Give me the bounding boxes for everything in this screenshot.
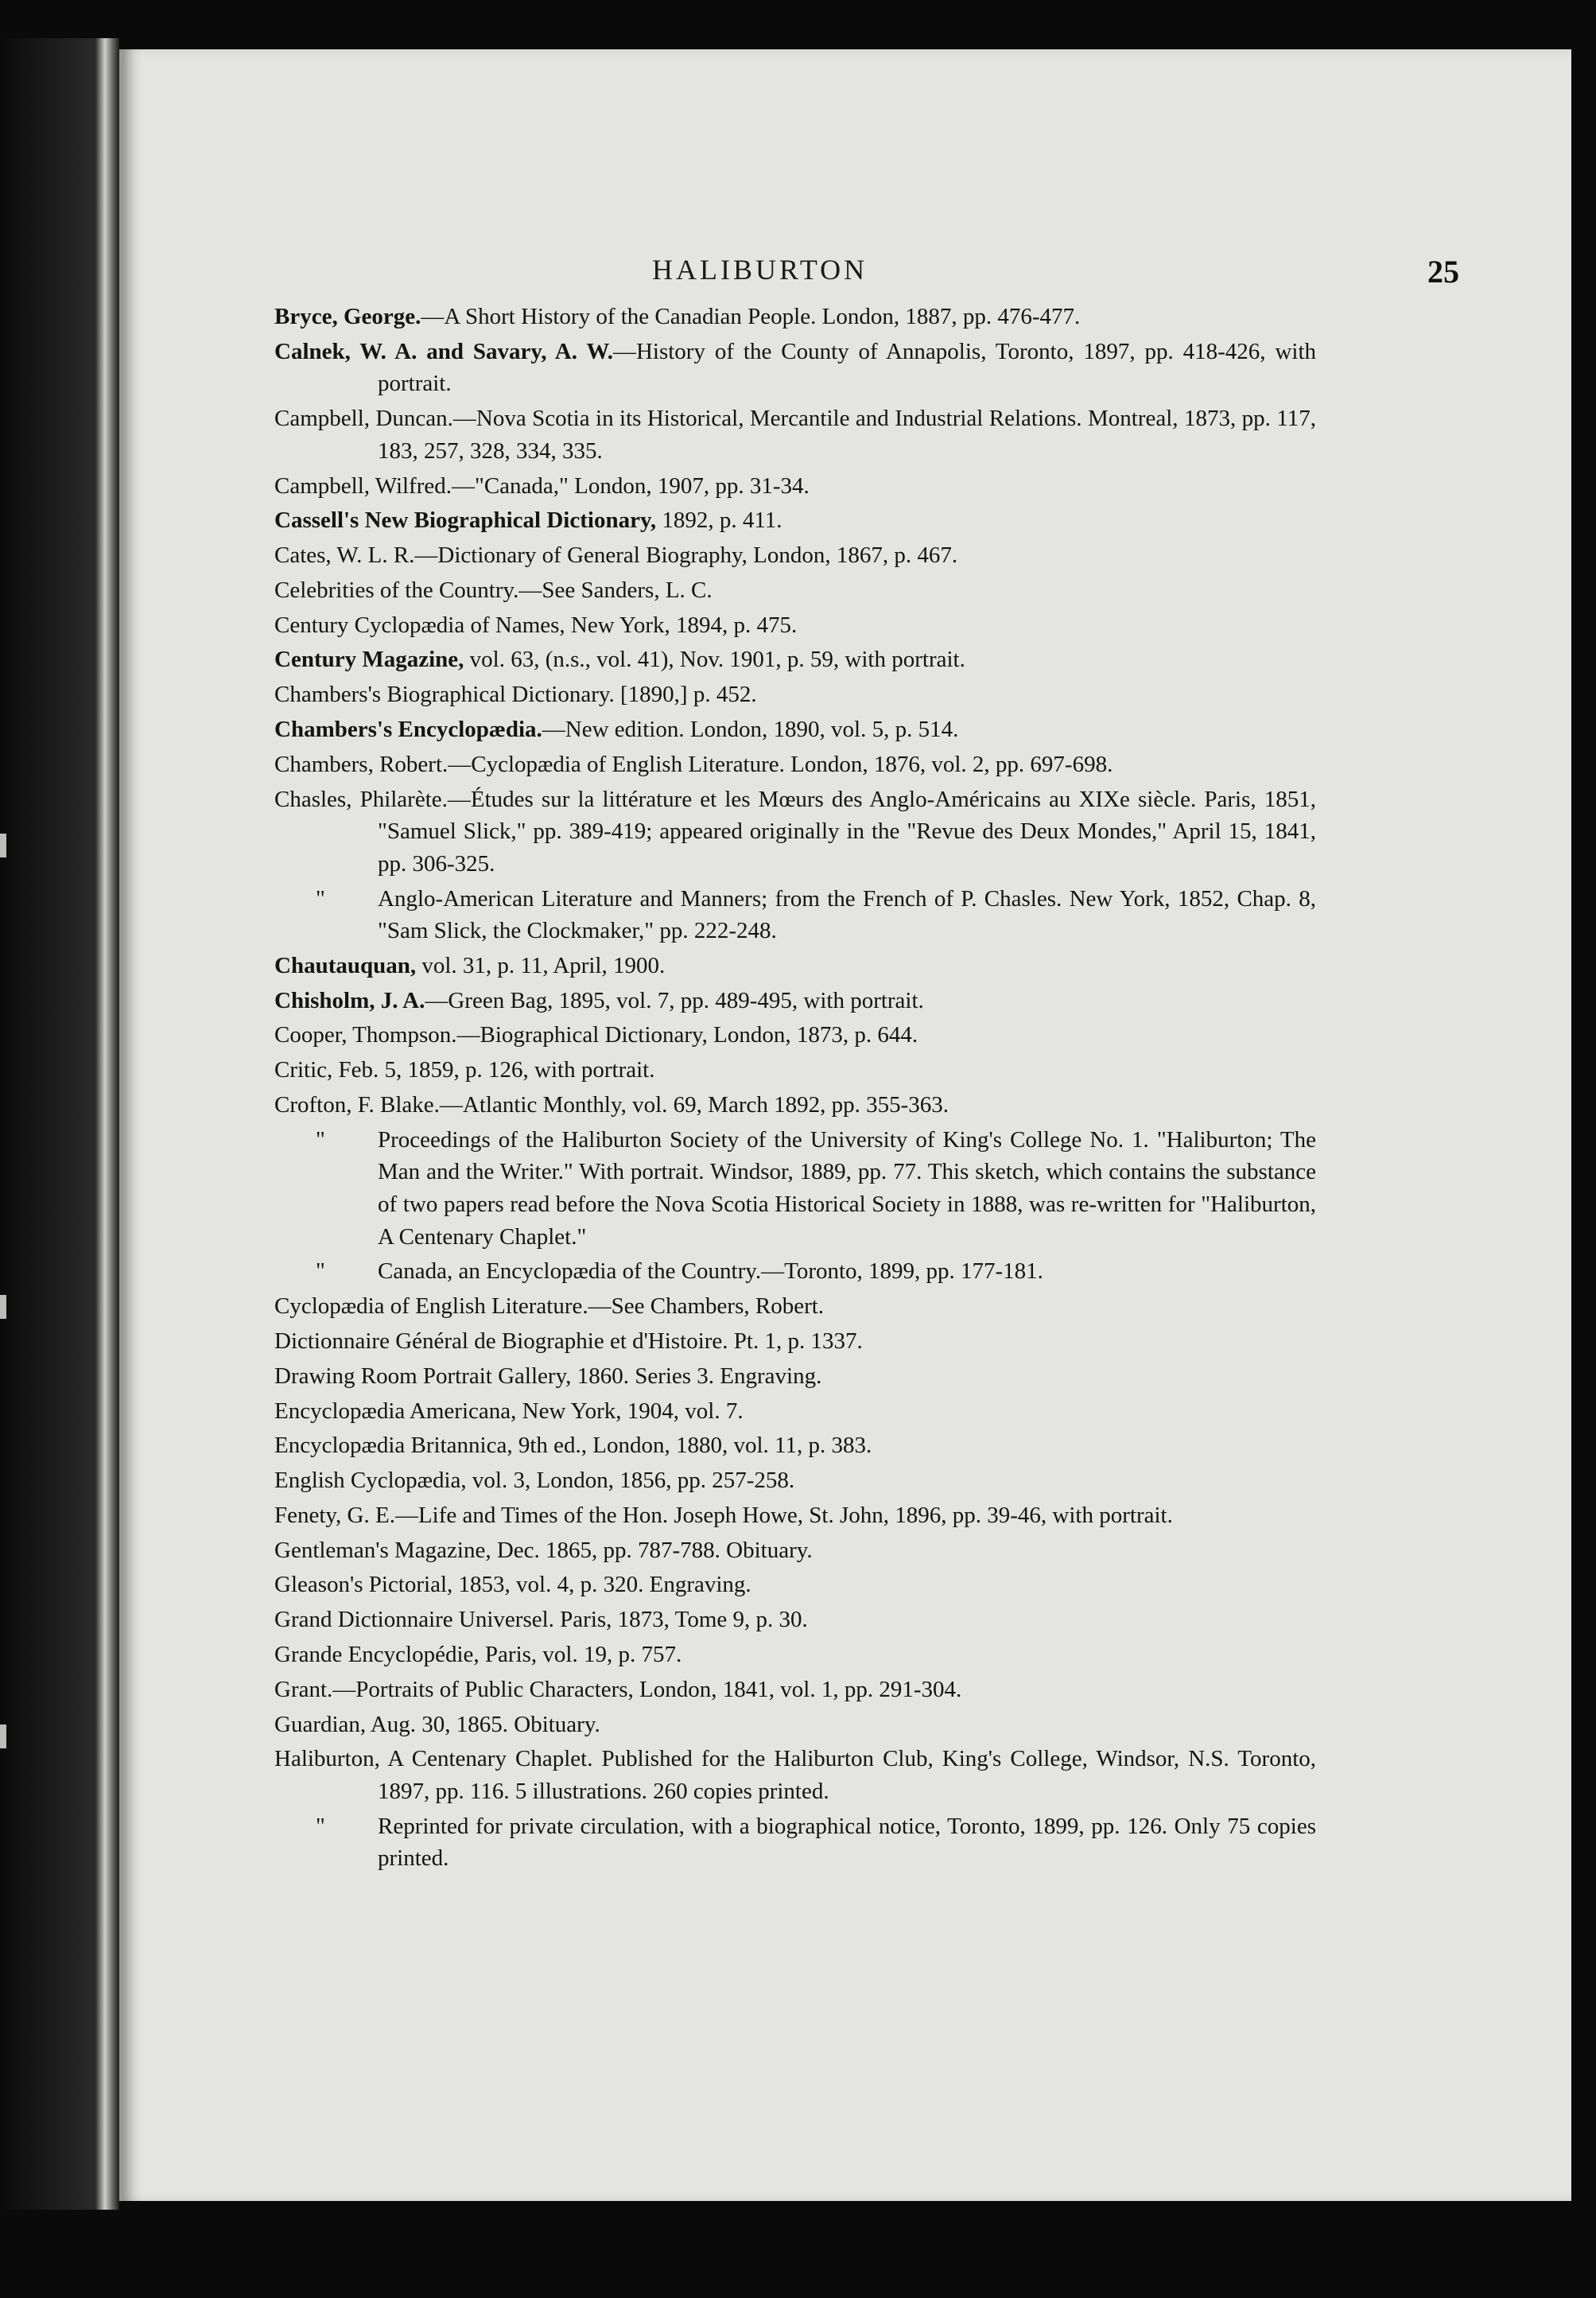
bibliography-entry: [274, 1429, 1316, 1462]
bibliography-entry: [274, 1743, 1316, 1807]
entry-heading: Chautauquan,: [274, 952, 417, 978]
entry-heading: Cyclopædia of English Literature.: [274, 1293, 588, 1320]
entry-text: —See Chambers, Robert.: [588, 1293, 825, 1320]
entry-text: —Biographical Dictionary, London, 1873, p. 644.: [456, 1022, 918, 1048]
edge-mark: [0, 1724, 6, 1748]
entry-heading: Century Cyclopædia of Names,: [274, 612, 565, 638]
entry-heading: Gentleman's Magazine,: [274, 1537, 491, 1563]
bibliography-entry: [274, 470, 1316, 503]
edge-mark: [0, 834, 6, 857]
entry-heading: Gleason's Pictorial,: [274, 1572, 453, 1598]
entry-heading: Grande Encyclopédie,: [274, 1641, 480, 1667]
bibliography-entry: [274, 950, 1316, 982]
entry-heading: Cassell's New Biographical Dictionary,: [274, 507, 657, 534]
entry-text: —Life and Times of the Hon. Joseph Howe, St. John, 1896, pp. 39-46, with portrait.: [394, 1502, 1173, 1528]
bibliography-entry: [274, 883, 1316, 947]
entry-heading: Chambers's Biographical Dictionary.: [274, 682, 615, 708]
bibliography-entry: [274, 574, 1316, 607]
entry-heading: Cates, W. L. R.: [274, 542, 415, 569]
entry-text: —Cyclopædia of English Literature. London, 1876, vol. 2, pp. 697-698.: [448, 751, 1113, 777]
entry-text: 1892, p. 411.: [656, 507, 782, 534]
entry-text: —See Sanders, L. C.: [518, 577, 713, 603]
entry-text: —New edition. London, 1890, vol. 5, p. 514.: [542, 717, 959, 742]
bibliography-entry: [274, 402, 1316, 467]
entry-text: vol. 3, London, 1856, pp. 257-258.: [466, 1468, 795, 1494]
entry-text: Pt. 1, p. 1337.: [728, 1328, 863, 1354]
entry-text: Anglo-American Literature and Manners; from the French of P. Chasles. New York, 1852, Chap. 8, "Sam Slick, the Clockmaker," pp. 222-248.: [378, 885, 1316, 944]
bibliography-entry: [274, 783, 1316, 881]
entry-heading: Campbell, Wilfred.: [274, 472, 452, 499]
entry-heading: Fenety, G. E.: [274, 1502, 395, 1528]
entry-text: —Dictionary of General Biography, London, 1867, p. 467.: [414, 542, 958, 569]
bibliography-entry: [274, 1499, 1316, 1532]
entry-text: —Études sur la littérature et les Mœurs des Anglo-Américains au XIXe siècle. Paris, 1851, "Samuel Slick," pp. 389-419; appeared originally in the "Revue des Deux Mondes," April 15, 1841, pp. 306-325.: [378, 786, 1316, 877]
bibliography-entry: [274, 1604, 1316, 1636]
entry-text: —Green Bag, 1895, vol. 7, pp. 489-495, with portrait.: [425, 987, 924, 1013]
bibliography-entry: [274, 1464, 1316, 1497]
bibliography-entry: [274, 609, 1316, 642]
bibliography-entry: [274, 1639, 1316, 1671]
entry-heading: Critic,: [274, 1057, 333, 1083]
bibliography-entry: [274, 679, 1316, 711]
entry-text: 1860. Series 3. Engraving.: [571, 1363, 822, 1389]
ditto-mark: ": [316, 885, 325, 912]
entry-text: Aug. 30, 1865. Obituary.: [366, 1711, 600, 1737]
bibliography-entry: [274, 539, 1316, 572]
bibliography-entry: [274, 504, 1316, 537]
bibliography-entry: [274, 1089, 1316, 1122]
entry-heading: Encyclopædia Americana,: [274, 1398, 517, 1424]
entry-text: vol. 31, p. 11, April, 1900.: [416, 952, 666, 978]
entry-text: —A Short History of the Canadian People. London, 1887, pp. 476-477.: [421, 304, 1081, 329]
entry-text: —"Canada," London, 1907, pp. 31-34.: [452, 472, 810, 499]
ditto-mark: ": [316, 1813, 325, 1839]
entry-heading: Chambers's Encyclopædia.: [274, 717, 542, 742]
entry-heading: Haliburton, A Centenary Chaplet.: [274, 1746, 593, 1772]
bibliography-entry: [274, 1019, 1316, 1052]
ditto-mark: ": [316, 1258, 325, 1285]
entry-heading: Cooper, Thompson.: [274, 1022, 457, 1048]
running-head: HALIBURTON: [652, 254, 868, 286]
entry-text: Paris, 1873, Tome 9, p. 30.: [553, 1607, 808, 1633]
entry-text: Paris, vol. 19, p. 757.: [479, 1641, 682, 1667]
entry-text: 1853, vol. 4, p. 320. Engraving.: [452, 1572, 751, 1598]
entry-text: Dec. 1865, pp. 787-788. Obituary.: [491, 1537, 813, 1563]
entry-text: —Nova Scotia in its Historical, Mercantile and Industrial Relations. Montreal, 1873, pp. 117, 183, 257, 328, 334, 335.: [378, 406, 1316, 464]
bibliography-entry: [274, 1569, 1316, 1601]
entry-heading: English Cyclopædia,: [274, 1468, 467, 1494]
entry-heading: Chasles, Philarète.: [274, 786, 448, 812]
entry-heading: Encyclopædia Britannica,: [274, 1433, 513, 1459]
bibliography-entry: [274, 1674, 1316, 1706]
bibliography-entry: [274, 1290, 1316, 1323]
entry-heading: Dictionnaire Général de Biographie et d'Histoire.: [274, 1328, 728, 1354]
bibliography-entry: [274, 1360, 1316, 1393]
entry-heading: Grant.: [274, 1676, 333, 1702]
entry-heading: Bryce, George.: [274, 304, 421, 329]
bibliography-entry: [274, 336, 1316, 400]
bibliography-entry: [274, 714, 1316, 746]
facing-page-edge: [0, 38, 119, 2210]
bibliography-entry: [274, 749, 1316, 781]
bibliography-entry: [274, 301, 1316, 333]
bibliography-entry: [274, 1325, 1316, 1358]
entry-text: Feb. 5, 1859, p. 126, with portrait.: [332, 1057, 655, 1083]
bibliography-entry: [274, 1810, 1316, 1875]
edge-mark: [0, 1295, 6, 1319]
entry-text: —Atlantic Monthly, vol. 69, March 1892, pp. 355-363.: [439, 1092, 949, 1118]
entry-text: New York, 1904, vol. 7.: [516, 1398, 744, 1424]
entry-heading: Grand Dictionnaire Universel.: [274, 1607, 554, 1633]
bibliography-entry: [274, 1054, 1316, 1087]
bibliography-entry: [274, 1395, 1316, 1428]
page-number: 25: [1427, 254, 1459, 290]
entry-text: Reprinted for private circulation, with a biographical notice, Toronto, 1899, pp. 126. Only 75 copies printed.: [378, 1813, 1316, 1872]
entry-text: Proceedings of the Haliburton Society of the University of King's College No. 1. "Haliburton; The Man and the Writer." With portrait. Windsor, 1889, pp. 77. This sketch, which contains the substance of two papers read before the Nova Scotia Historical Society in 1888, was re-written for "Haliburton, A Centenary Chaplet.": [378, 1126, 1316, 1250]
entry-text: vol. 63, (n.s., vol. 41), Nov. 1901, p. 59, with portrait.: [464, 647, 965, 673]
entry-text: Published for the Haliburton Club, King's College, Windsor, N.S. Toronto, 1897, pp. 116. 5 illustrations. 260 copies printed.: [378, 1746, 1317, 1804]
bibliography-entry: [274, 1255, 1316, 1288]
entry-heading: Campbell, Duncan.: [274, 406, 453, 432]
entry-text: Canada, an Encyclopædia of the Country.—Toronto, 1899, pp. 177-181.: [378, 1258, 1043, 1285]
entry-heading: Celebrities of the Country.: [274, 577, 519, 603]
entry-text: —Portraits of Public Characters, London, 1841, vol. 1, pp. 291-304.: [332, 1676, 962, 1702]
entry-heading: Chambers, Robert.: [274, 751, 449, 777]
bibliography-entry: [274, 644, 1316, 676]
entry-text: —History of the County of Annapolis, Toronto, 1897, pp. 418-426, with portrait.: [378, 338, 1316, 397]
entry-heading: Guardian,: [274, 1711, 367, 1737]
entry-heading: Crofton, F. Blake.: [274, 1092, 440, 1118]
entry-heading: Century Magazine,: [274, 647, 464, 673]
entry-text: New York, 1894, p. 475.: [565, 612, 798, 638]
entry-text: 9th ed., London, 1880, vol. 11, p. 383.: [512, 1433, 872, 1459]
bibliography-entry: [274, 1124, 1316, 1253]
bibliography-entry: [274, 1709, 1316, 1741]
entry-heading: Chisholm, J. A.: [274, 987, 425, 1013]
entry-heading: Calnek, W. A. and Savary, A. W.: [274, 338, 613, 364]
entry-heading: Drawing Room Portrait Gallery,: [274, 1363, 572, 1389]
bibliography-entries: [274, 301, 1316, 1877]
ditto-mark: ": [316, 1126, 325, 1153]
bibliography-entry: [274, 985, 1316, 1017]
bibliography-entry: [274, 1534, 1316, 1567]
entry-text: [1890,] p. 452.: [614, 682, 757, 708]
